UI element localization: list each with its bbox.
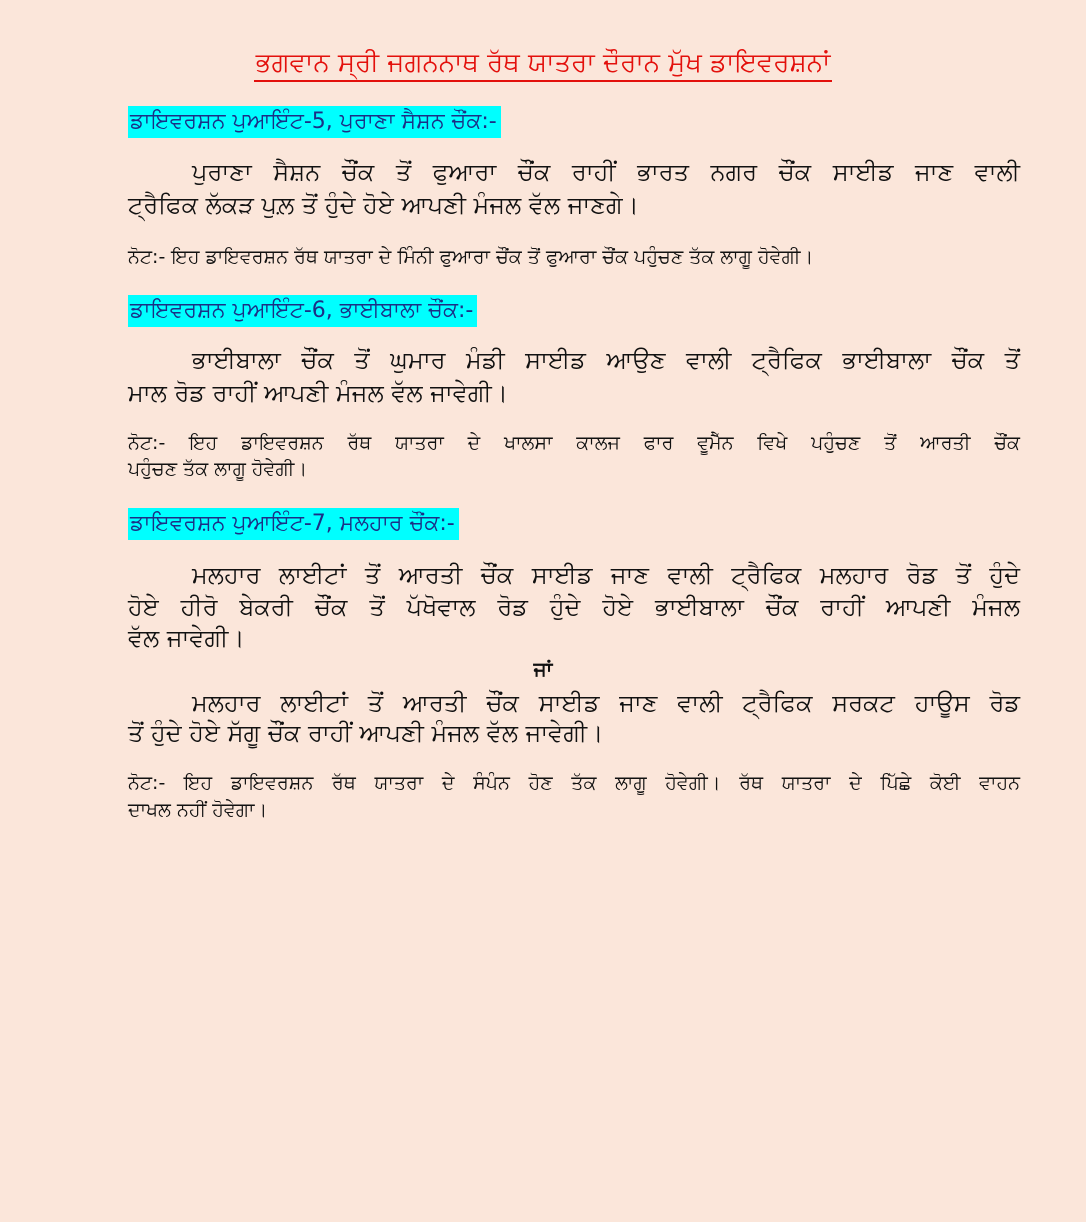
body-line: ਮਲਹਾਰ ਲਾਈਟਾਂ ਤੋਂ ਆਰਤੀ ਚੌਂਕ ਸਾਈਡ ਜਾਣ ਵਾਲੀ ਟ੍ਰੈਫਿਕ ਸਰਕਟ ਹਾਊਸ ਰੋਡ <box>192 689 1020 717</box>
body-line: ਪੁਰਾਣਾ ਸੈਸ਼ਨ ਚੌਂਕ ਤੋਂ ਫੁਆਰਾ ਚੌਂਕ ਰਾਹੀਂ ਭਾਰਤ ਨਗਰ ਚੌਂਕ ਸਾਈਡ ਜਾਣ ਵਾਲੀ <box>192 158 1020 186</box>
note-line: ਨੋਟ:- ਇਹ ਡਾਇਵਰਸ਼ਨ ਰੱਥ ਯਾਤਰਾ ਦੇ ਮਿੰਨੀ ਫੁਆਰਾ ਚੌਂਕ ਤੋਂ ਫੁਆਰਾ ਚੌਂਕ ਪਹੁੰਚਣ ਤੱਕ ਲਾਗੂ ਹੋਵੇਗੀ। <box>128 246 814 268</box>
body-line: ਮਾਲ ਰੋਡ ਰਾਹੀਂ ਆਪਣੀ ਮੰਜਲ ਵੱਲ ਜਾਵੇਗੀ। <box>128 379 508 407</box>
section-heading-7: ਡਾਇਵਰਸ਼ਨ ਪੁਆਇੰਟ-7, ਮਲਹਾਰ ਚੌਂਕ:- <box>128 508 459 540</box>
body-line: ਹੋਏ ਹੀਰੋ ਬੇਕਰੀ ਚੌਂਕ ਤੋਂ ਪੱਖੋਵਾਲ ਰੋਡ ਹੁੰਦੇ ਹੋਏ ਭਾਈਬਾਲਾ ਚੌਂਕ ਰਾਹੀਂ ਆਪਣੀ ਮੰਜਲ <box>128 593 1020 621</box>
body-line: ਭਾਈਬਾਲਾ ਚੌਂਕ ਤੋਂ ਘੁਮਾਰ ਮੰਡੀ ਸਾਈਡ ਆਉਣ ਵਾਲੀ ਟ੍ਰੈਫਿਕ ਭਾਈਬਾਲਾ ਚੌਂਕ ਤੋਂ <box>192 346 1020 374</box>
document-title: ਭਗਵਾਨ ਸ੍ਰੀ ਜਗਨਨਾਥ ਰੱਥ ਯਾਤਰਾ ਦੌਰਾਨ ਮੁੱਖ ਡਾਇਵਰਸ਼ਨਾਂ <box>0 48 1086 79</box>
or-separator: ਜਾਂ <box>533 657 553 681</box>
note-line: ਨੋਟ:- ਇਹ ਡਾਇਵਰਸ਼ਨ ਰੱਥ ਯਾਤਰਾ ਦੇ ਸੰਪੰਨ ਹੋਣ ਤੱਕ ਲਾਗੂ ਹੋਵੇਗੀ। ਰੱਥ ਯਾਤਰਾ ਦੇ ਪਿੱਛੇ ਕੋਈ ਵਾਹਨ <box>128 772 1020 794</box>
section-heading-5: ਡਾਇਵਰਸ਼ਨ ਪੁਆਇੰਟ-5, ਪੁਰਾਣਾ ਸੈਸ਼ਨ ਚੌਂਕ:- <box>128 106 501 138</box>
body-line: ਤੋਂ ਹੁੰਦੇ ਹੋਏ ਸੱਗੂ ਚੌਂਕ ਰਾਹੀਂ ਆਪਣੀ ਮੰਜਲ ਵੱਲ ਜਾਵੇਗੀ। <box>128 719 604 747</box>
body-line: ਵੱਲ ਜਾਵੇਗੀ। <box>128 624 245 652</box>
note-line: ਦਾਖਲ ਨਹੀਂ ਹੋਵੇਗਾ। <box>128 799 268 821</box>
note-line: ਪਹੁੰਚਣ ਤੱਕ ਲਾਗੂ ਹੋਵੇਗੀ। <box>128 458 308 480</box>
note-line: ਨੋਟ:- ਇਹ ਡਾਇਵਰਸ਼ਨ ਰੱਥ ਯਾਤਰਾ ਦੇ ਖਾਲਸਾ ਕਾਲਜ ਫਾਰ ਵੂਮੈੱਨ ਵਿਖੇ ਪਹੁੰਚਣ ਤੋਂ ਆਰਤੀ ਚੌਂਕ <box>128 432 1020 454</box>
section-heading-6: ਡਾਇਵਰਸ਼ਨ ਪੁਆਇੰਟ-6, ਭਾਈਬਾਲਾ ਚੌਂਕ:- <box>128 295 477 327</box>
body-line: ਟ੍ਰੈਫਿਕ ਲੱਕੜ ਪੁਲ਼ ਤੋਂ ਹੁੰਦੇ ਹੋਏ ਆਪਣੀ ਮੰਜਲ ਵੱਲ ਜਾਣਗੇ। <box>128 191 639 219</box>
body-line: ਮਲਹਾਰ ਲਾਈਟਾਂ ਤੋਂ ਆਰਤੀ ਚੌਂਕ ਸਾਈਡ ਜਾਣ ਵਾਲੀ ਟ੍ਰੈਫਿਕ ਮਲਹਾਰ ਰੋਡ ਤੋਂ ਹੁੰਦੇ <box>192 561 1020 589</box>
